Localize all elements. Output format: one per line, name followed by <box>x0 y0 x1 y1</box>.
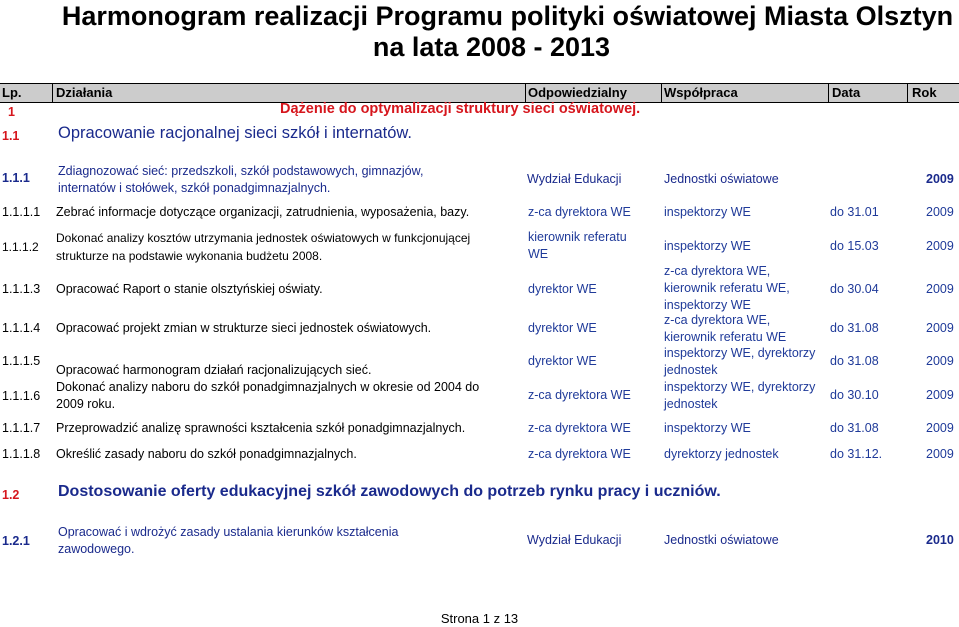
row-text: Przeprowadzić analizę sprawności kształcenia szkół ponadgimnazjalnych. <box>56 421 466 435</box>
row-year: 2009 <box>926 172 954 186</box>
header-rok: Rok <box>912 85 937 100</box>
row-text: Opracować Raport o stanie olsztyńskiej oświaty. <box>56 282 323 296</box>
row-cooperation: Jednostki oświatowe <box>664 533 779 547</box>
header-divider <box>828 84 829 102</box>
row-responsible: kierownik referatu <box>528 230 627 244</box>
row-text: Dokonać analizy naboru do szkół ponadgimnazjalnych w okresie od 2004 do <box>56 380 480 394</box>
section-title: Dążenie do optymalizacji struktury sieci oświatowej. <box>280 101 641 117</box>
row-text: Opracować i wdrożyć zasady ustalania kierunków kształcenia <box>58 525 399 539</box>
header-wspolpraca: Współpraca <box>664 85 738 100</box>
row-year: 2009 <box>926 321 954 335</box>
row-text: Zebrać informacje dotyczące organizacji, zatrudnienia, wyposażenia, bazy. <box>56 205 470 219</box>
header-data: Data <box>832 85 861 100</box>
table-header <box>0 83 959 103</box>
row-responsible: z-ca dyrektora WE <box>528 388 631 402</box>
header-divider <box>525 84 526 102</box>
row-responsible: z-ca dyrektora WE <box>528 205 631 219</box>
row-number: 1.1.1.6 <box>2 389 41 403</box>
row-cooperation: kierownik referatu WE <box>664 330 787 344</box>
header-dzialania: Działania <box>56 85 113 100</box>
row-number: 1.1.1.8 <box>2 447 41 461</box>
row-text: Opracować harmonogram działań racjonalizujących sieć. <box>56 363 372 377</box>
row-number: 1.1.1.5 <box>2 354 41 368</box>
row-responsible: z-ca dyrektora WE <box>528 447 631 461</box>
row-year: 2009 <box>926 421 954 435</box>
row-responsible: z-ca dyrektora WE <box>528 421 631 435</box>
row-cooperation: jednostek <box>664 397 718 411</box>
row-text: Określić zasady naboru do szkół ponadgimnazjalnych. <box>56 447 357 461</box>
row-cooperation: inspektorzy WE <box>664 205 751 219</box>
row-cooperation: z-ca dyrektora WE, <box>664 264 771 278</box>
row-cooperation: inspektorzy WE <box>664 239 751 253</box>
row-date: do 31.08 <box>830 421 879 435</box>
row-date: do 15.03 <box>830 239 879 253</box>
row-date: do 31.01 <box>830 205 879 219</box>
row-cooperation: jednostek <box>664 363 718 377</box>
row-cooperation: inspektorzy WE, dyrektorzy <box>664 346 816 360</box>
row-text: zawodowego. <box>58 542 135 556</box>
row-cooperation: z-ca dyrektora WE, <box>664 313 771 327</box>
row-number: 1.1.1.2 <box>2 240 39 254</box>
row-text: Opracować projekt zmian w strukturze sieci jednostek oświatowych. <box>56 321 432 335</box>
page-title: Harmonogram realizacji Programu polityki oświatowej Miasta Olsztyn <box>61 1 954 31</box>
row-cooperation: inspektorzy WE <box>664 298 751 312</box>
row-number: 1.1.1.3 <box>2 282 41 296</box>
row-date: do 31.12. <box>830 447 883 461</box>
row-year: 2010 <box>926 533 954 547</box>
subsection-number: 1.2 <box>2 488 20 502</box>
subsection-number: 1.1 <box>2 129 20 143</box>
row-year: 2009 <box>926 282 954 296</box>
header-divider <box>52 84 53 102</box>
row-number: 1.1.1.4 <box>2 321 41 335</box>
row-year: 2009 <box>926 388 954 402</box>
row-responsible: dyrektor WE <box>528 282 597 296</box>
row-number: 1.1.1 <box>2 171 30 185</box>
subsection-title: Opracowanie racjonalnej sieci szkół i internatów. <box>58 124 413 142</box>
row-number: 1.1.1.7 <box>2 421 41 435</box>
row-responsible: Wydział Edukacji <box>527 533 622 547</box>
row-date: do 31.08 <box>830 321 879 335</box>
page-subtitle: na lata 2008 - 2013 <box>372 32 611 62</box>
row-text: Dokonać analizy kosztów utrzymania jednostek oświatowych w funkcjonującej <box>56 231 471 245</box>
row-year: 2009 <box>926 205 954 219</box>
row-responsible: dyrektor WE <box>528 321 597 335</box>
row-number: 1.2.1 <box>2 534 30 548</box>
row-cooperation: Jednostki oświatowe <box>664 172 779 186</box>
row-text: strukturze na podstawie wykonania budżetu 2008. <box>56 249 323 263</box>
row-year: 2009 <box>926 239 954 253</box>
section-number: 1 <box>8 105 15 119</box>
header-odpowiedzialny: Odpowiedzialny <box>528 85 627 100</box>
row-date: do 30.04 <box>830 282 879 296</box>
row-number: 1.1.1.1 <box>2 205 41 219</box>
row-responsible: Wydział Edukacji <box>527 172 622 186</box>
row-date: do 30.10 <box>830 388 879 402</box>
row-responsible: dyrektor WE <box>528 354 597 368</box>
row-text: internatów i stołówek, szkół ponadgimnazjalnych. <box>58 181 331 195</box>
row-year: 2009 <box>926 447 954 461</box>
page-footer: Strona 1 z 13 <box>440 611 519 626</box>
row-responsible: WE <box>528 247 549 261</box>
row-date: do 31.08 <box>830 354 879 368</box>
row-cooperation: inspektorzy WE, dyrektorzy <box>664 380 816 394</box>
row-cooperation: dyrektorzy jednostek <box>664 447 779 461</box>
row-text: Zdiagnozować sieć: przedszkoli, szkół podstawowych, gimnazjów, <box>58 164 424 178</box>
header-divider <box>661 84 662 102</box>
subsection-title: Dostosowanie oferty edukacyjnej szkół zawodowych do potrzeb rynku pracy i uczniów. <box>58 483 721 500</box>
row-cooperation: kierownik referatu WE, <box>664 281 790 295</box>
header-lp: Lp. <box>2 85 22 100</box>
row-year: 2009 <box>926 354 954 368</box>
header-divider <box>907 84 908 102</box>
row-text: 2009 roku. <box>56 397 116 411</box>
row-cooperation: inspektorzy WE <box>664 421 751 435</box>
